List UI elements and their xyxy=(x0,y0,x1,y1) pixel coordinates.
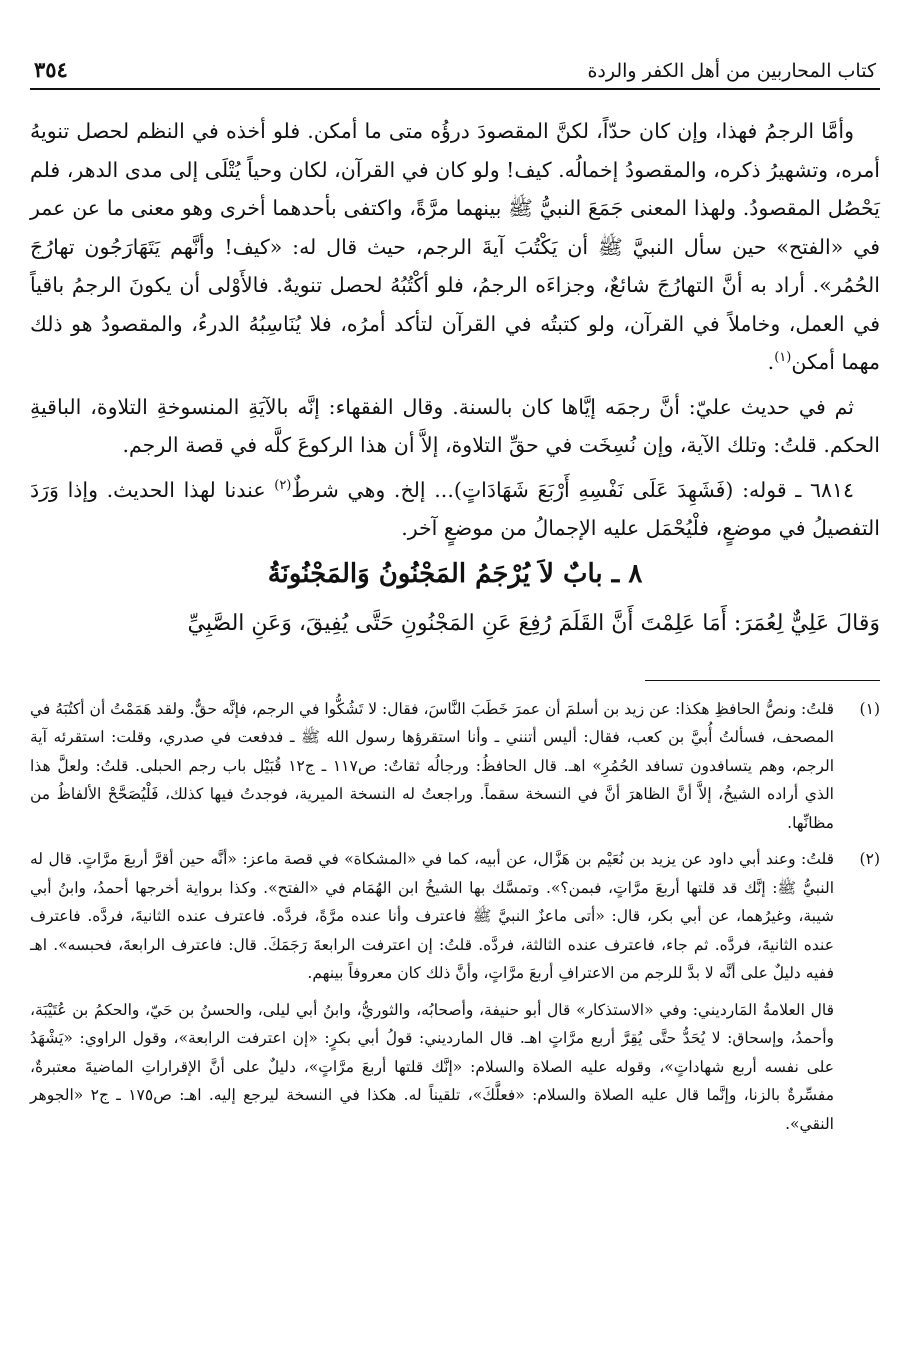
footnote-1-text: قلتُ: ونصُّ الحافظِ هكذا: عن زيد بن أسلمَ أن عمرَ خَطَبَ النَّاسَ، فقال: لا تَشُكُّوا في الرجم، فإنَّه حقٌّ. ولقد هَمَمْتُ أن أكتُبَهُ في المصحف، فسألتُ أُبيَّ بن كعب، فقال: أليس أتنني ـ وأنا استقرؤها رسول الله ﷺ ـ فدفعت في صدري، وقلت: استقرئه آية الرجم، وهم يتسافدون تسافد الحُمُرِ» اهـ. قال الحافظُ: ورجالُه ثقاتٌ: ص١١٧ ـ ج١٢ قُبَيْل باب رجم الحبلى. قلتُ: ولعلَّ هذا الذي أراده الشيخُ، إلاَّ أنَّ الظاهرَ أنَّ في النسخة سقماً. وراجعتُ له النسخة الميرية، فوجدتُ فيها كذلك، فَلْيُصَحَّحْ الألفاظُ من مظانِّها. xyxy=(30,699,834,832)
page-number: ٣٥٤ xyxy=(34,57,68,82)
chapter-title: ٨ ـ بابٌ لاَ يُرْجَمُ المَجْنُونُ وَالمَجْنُونَةُ xyxy=(267,558,643,589)
paragraph-1-text: وأمَّا الرجمُ فهذا، وإن كان حدّاً، لكنَّ المقصودَ درؤُه متى ما أمكن. فلو أخذه في النظم لحصل تنويهُ أمره، وتشهيرُ ذكره، والمقصودُ إخمالُه. كيف! ولو كان في القرآن، لكان وحياً يُتْلَى إلى مدى الدهر، فلم يَحْصُل المقصودُ. ولهذا المعنى جَمَعَ النبيُّ ﷺ بينهما مرَّةً، واكتفى بأحدهما أخرى وهو معنى ما عن عمر في «الفتح» حين سأل النبيَّ ﷺ أن يَكْتُبَ آيةَ الرجم، حيث قال له: «كيف! وأنَّهم يَتَهَارَجُون تهارُجَ الحُمُر». أراد به أنَّ التهارُجَ شائعٌ، وجزاءَه الرجمُ، فلو أكْتُبُهُ لحصل تنويهٌ. فالأَوْلى أن يكونَ الرجمُ باقياً في العمل، وخاملاً في القرآن، ولو كتبتُه في القرآن لتأكد أمرُه، فلا يُنَاسِبُهُ الدرءُ، والمقصودُ هو ذلك مهما أمكن xyxy=(30,119,880,374)
running-header xyxy=(30,52,880,90)
footnotes xyxy=(30,695,880,1139)
footnote-1-mark: (١) xyxy=(859,699,880,718)
page xyxy=(30,52,880,1138)
main-text xyxy=(30,112,880,644)
footnote-2-continuation: قال العلامةُ المَارديني: وفي «الاستذكار» قال أبو حنيفة، وأصحابُه، والثوريُّ، وابنُ أبي ليلى، والحسنُ بن حَيّ، والحكمُ بن عُتَيْبَة، وأحمدُ، وإسحاق: لا يُحَدُّ حتَّى يُقِرَّ أربع مرَّاتٍ اهـ. قال المارديني: قولُ أبي بكرٍ: «إن اعترفت الرابعة»، وقول الراوي: «يَشْهَدُ على نفسه أربع شهاداتٍ»، وقوله عليه الصلاة والسلام: «إنَّك قلتها أربعَ مرَّاتٍ»، دليلٌ على أنَّ الإقراراتِ الماضيةَ معتبرةٌ، مفسِّرةٌ بالزنا، وإنَّما قال عليه الصلاة والسلام: «فعلَّكَ»، تلقيناً له. هكذا في النسخة ليرجع إليه. اهـ: ص١٧٥ ـ ج٢ «الجوهر النقي». xyxy=(30,1000,834,1133)
footnote-2-mark: (٢) xyxy=(859,850,880,868)
footnote-2 xyxy=(30,845,880,988)
footnote-1 xyxy=(30,695,880,838)
hadith-quote: وَقالَ عَلِيٌّ لِعُمَرَ: أَمَا عَلِمْتَ أَنَّ القَلَمَ رُفِعَ عَنِ المَجْنُونِ حَتَّى يُفِيقَ، وَعَنِ الصَّبِيِّ xyxy=(187,610,880,636)
footnote-ref-2[interactable]: (٢) xyxy=(274,477,292,493)
paragraph-2: ثم في حديث عليّ: أنَّ رجمَه إيَّاها كان بالسنة. وقال الفقهاء: إنَّه بالآيَةِ المنسوخةِ التلاوة، الباقيةِ الحكم. قلتُ: وتلك الآية، وإن نُسِخَت في حقِّ التلاوة، إلاَّ أن هذا الركوعَ كلَّه في قصة الرجم. xyxy=(30,394,880,457)
footnote-2-text: قلتُ: وعند أبي داود عن يزيد بن نُعَيْم بن هَزَّال، عن أبيه، كما في «المشكاة» في قصة ماعز: «أنَّه حين أقرَّ أربعَ مرَّاتٍ. قال له النبيُّ ﷺ: إنَّك قد قلتها أربعَ مرَّاتٍ، فبمن؟». وتمسَّك بها الشيخُ ابن الهُمَام في «الفتح». وكذا برواية أخرجها أحمدُ، وابنُ أبي شيبة، وغيرُهما، عن أبي بكر، قال: «أتى ماعزٌ النبيَّ ﷺ فاعترف وأنا عنده مرَّةً، فردَّه. فاعترف عنده الثانيةَ، فردَّه. فاعترف عنده الثانيةَ، فردَّه. ثم جاء، فاعترف عنده الثالثة، فردَّه. قلتُ: إن اعترفت الرابعةَ رَجَمَكَ. قال: فاعترف الرابعةَ، فحبسه». اهـ ففيه دليلٌ على أنَّه لا بدَّ للرجم من الاعترافِ أربعَ مرَّاتٍ، وأنَّ ذلك كان معروفاً بينهم. xyxy=(30,850,834,982)
paragraph-3 xyxy=(30,471,880,548)
paragraph-3-text-a: ٦٨١٤ ـ قوله: (فَشَهِدَ عَلَى نَفْسِهِ أَرْبَعَ شَهَادَاتٍ)... إلخ. وهي شرطٌ xyxy=(291,477,854,502)
footnote-divider xyxy=(645,680,880,681)
footnote-ref-1[interactable]: (١) xyxy=(774,350,792,366)
paragraph-3-text-b: عندنا لهذا الحديث. وإذا وَرَدَ التفصيلُ في موضعٍ، فلْيُحْمَل عليه الإجمالُ من موضعٍ آخر. xyxy=(30,477,880,540)
running-title: كتاب المحاربين من أهل الكفر والردة xyxy=(587,60,876,82)
paragraph-1: وأمَّا الرجمُ فهذا، وإن كان حدّاً، لكنَّ المقصودَ درؤُه متى ما أمكن. فلو أخذه في النظم لحصل تنويهُ أمره، وتشهيرُ ذكره، والمقصودُ إخمالُه. كيف! ولو كان في القرآن، لكان وحياً يُتْلَى إلى مدى الدهر، فلم يَحْصُل المقصودُ. ولهذا المعنى جَمَعَ النبيُّ ﷺ بينهما مرَّةً، واكتفى بأحدهما أخرى وهو معنى ما عن عمر في «الفتح» حين سأل النبيَّ ﷺ أن يَكْتُبَ آيةَ الرجم، حيث قال له: «كيف! وأنَّهم يَتَهَارَجُون تهارُجَ الحُمُر». أراد به أنَّ التهارُجَ شائعٌ، وجزاءَه الرجمُ، فلو أكْتُبُهُ لحصل تنويهٌ. فالأَوْلى أن يكونَ الرجمُ باقياً في العمل، وخاملاً في القرآن، ولو كتبتُه في القرآن لتأكد أمرُه، فلا يُنَاسِبُهُ الدرءُ، والمقصودُ هو ذلك مهما أمكن$^{(١)}$. xyxy=(30,119,880,374)
